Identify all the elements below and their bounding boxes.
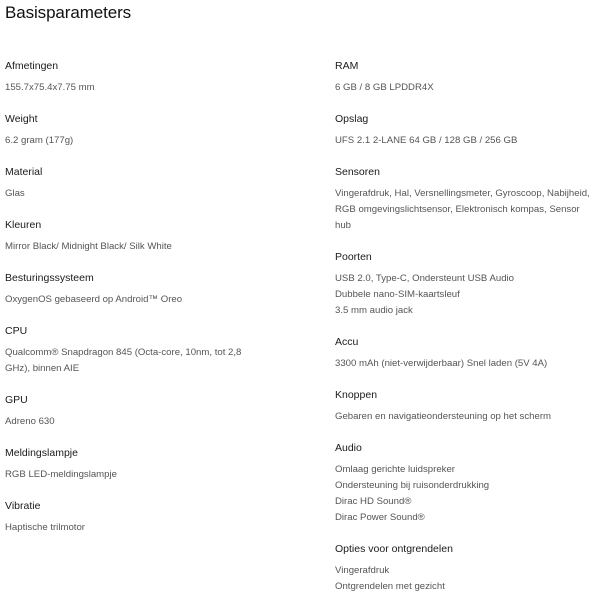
specs-left-column bbox=[5, 60, 285, 553]
spec-value: UFS 2.1 2-LANE 64 GB / 128 GB / 256 GB bbox=[335, 135, 518, 146]
spec-values bbox=[335, 563, 597, 595]
spec-value: Adreno 630 bbox=[5, 416, 55, 427]
spec-value: 3.5 mm audio jack bbox=[335, 305, 413, 316]
spec-label: Weight bbox=[5, 113, 38, 125]
page-title: Basisparameters bbox=[5, 3, 132, 22]
spec-value: Dirac Power Sound® bbox=[335, 512, 425, 523]
spec-item bbox=[5, 325, 285, 377]
spec-value: RGB omgevingslichtsensor, Elektronisch kompas, Sensor bbox=[335, 204, 580, 215]
spec-value: Omlaag gerichte luidspreker bbox=[335, 464, 455, 475]
spec-values bbox=[335, 133, 597, 149]
spec-item bbox=[5, 272, 285, 308]
spec-label: Opties voor ontgrendelen bbox=[335, 543, 453, 555]
spec-values bbox=[5, 133, 285, 149]
spec-label: Sensoren bbox=[335, 166, 380, 178]
spec-label: CPU bbox=[5, 325, 28, 337]
spec-value: Qualcomm® Snapdragon 845 (Octa-core, 10nm, tot 2,8 bbox=[5, 347, 242, 358]
spec-item bbox=[335, 113, 597, 149]
spec-value: 6.2 gram (177g) bbox=[5, 135, 74, 146]
spec-item bbox=[335, 336, 597, 372]
spec-item bbox=[5, 219, 285, 255]
spec-values bbox=[5, 292, 285, 308]
spec-label: GPU bbox=[5, 394, 28, 406]
spec-label: Accu bbox=[335, 336, 359, 348]
spec-label: Opslag bbox=[335, 113, 369, 125]
spec-values bbox=[5, 467, 285, 483]
spec-value: Dubbele nano-SIM-kaartsleuf bbox=[335, 289, 460, 300]
spec-value: Ontgrendelen met gezicht bbox=[335, 581, 445, 592]
spec-label: Material bbox=[5, 166, 43, 178]
spec-values bbox=[335, 462, 597, 526]
spec-item bbox=[5, 166, 285, 202]
spec-value: Dirac HD Sound® bbox=[335, 496, 412, 507]
spec-label: Meldingslampje bbox=[5, 447, 78, 459]
spec-label: Kleuren bbox=[5, 219, 42, 231]
spec-value: OxygenOS gebaseerd op Android™ Oreo bbox=[5, 294, 183, 305]
spec-value: Gebaren en navigatieondersteuning op het scherm bbox=[335, 411, 552, 422]
spec-value: Vingerafdruk, Hal, Versnellingsmeter, Gyroscoop, Nabijheid, bbox=[335, 188, 590, 199]
spec-values bbox=[335, 186, 597, 234]
spec-item bbox=[335, 251, 597, 319]
spec-item bbox=[5, 60, 285, 96]
spec-value: hub bbox=[335, 220, 352, 231]
spec-values bbox=[5, 239, 285, 255]
spec-label: Knoppen bbox=[335, 389, 378, 401]
spec-item bbox=[5, 500, 285, 536]
spec-value: Ondersteuning bij ruisonderdrukking bbox=[335, 480, 490, 491]
spec-item bbox=[335, 543, 597, 595]
spec-label: Besturingssysteem bbox=[5, 272, 94, 284]
spec-value: 3300 mAh (niet-verwijderbaar) Snel laden (5V 4A) bbox=[335, 358, 548, 369]
spec-values bbox=[5, 345, 285, 377]
spec-value: Glas bbox=[5, 188, 25, 199]
spec-values bbox=[335, 409, 597, 425]
specs-right-column bbox=[335, 60, 597, 612]
spec-item bbox=[335, 389, 597, 425]
spec-item bbox=[335, 442, 597, 526]
spec-values bbox=[335, 356, 597, 372]
spec-values bbox=[5, 80, 285, 96]
spec-label: Poorten bbox=[335, 251, 372, 263]
spec-value: Haptische trilmotor bbox=[5, 522, 85, 533]
spec-item bbox=[5, 113, 285, 149]
spec-value: RGB LED-meldingslampje bbox=[5, 469, 117, 480]
spec-value: GHz), binnen AIE bbox=[5, 363, 80, 374]
spec-value: Mirror Black/ Midnight Black/ Silk White bbox=[5, 241, 172, 252]
spec-value: 155.7x75.4x7.75 mm bbox=[5, 82, 95, 93]
spec-item bbox=[335, 60, 597, 96]
spec-label: Audio bbox=[335, 442, 362, 454]
spec-values bbox=[335, 80, 597, 96]
spec-item bbox=[5, 447, 285, 483]
spec-values bbox=[5, 414, 285, 430]
spec-label: Vibratie bbox=[5, 500, 41, 512]
spec-label: RAM bbox=[335, 60, 359, 72]
spec-value: 6 GB / 8 GB LPDDR4X bbox=[335, 82, 434, 93]
spec-item bbox=[335, 166, 597, 234]
spec-values bbox=[5, 186, 285, 202]
spec-values bbox=[335, 271, 597, 319]
spec-value: Vingerafdruk bbox=[335, 565, 390, 576]
spec-values bbox=[5, 520, 285, 536]
spec-label: Afmetingen bbox=[5, 60, 59, 72]
spec-value: USB 2.0, Type-C, Ondersteunt USB Audio bbox=[335, 273, 515, 284]
spec-item bbox=[5, 394, 285, 430]
